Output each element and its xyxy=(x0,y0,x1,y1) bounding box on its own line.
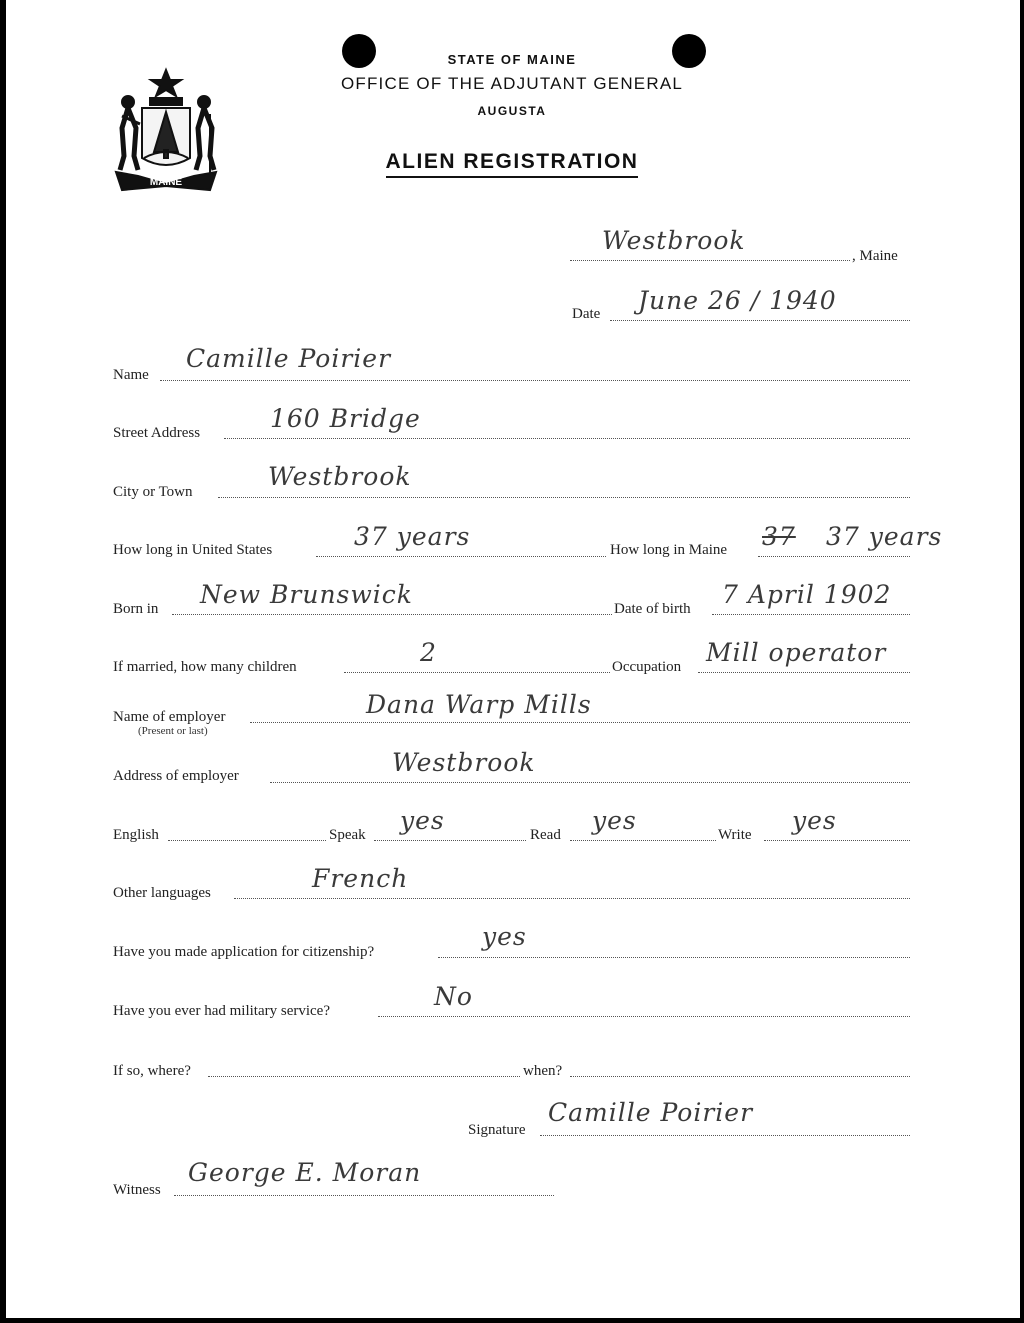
employer-name-value[interactable]: Dana Warp Mills xyxy=(366,690,592,719)
other-languages-label: Other languages xyxy=(113,885,211,901)
header-office: OFFICE OF THE ADJUTANT GENERAL xyxy=(340,74,684,93)
town-suffix: , Maine xyxy=(852,248,898,264)
how-long-maine-label: How long in Maine xyxy=(610,542,728,558)
employer-address-value[interactable]: Westbrook xyxy=(392,748,536,777)
scan-border-left xyxy=(0,0,6,1323)
children-line xyxy=(344,672,610,673)
where-label: If so, where? xyxy=(113,1063,191,1079)
seal-banner-text: MAINE xyxy=(149,177,183,188)
street-address-label: Street Address xyxy=(113,425,201,441)
employer-name-label: Name of employer xyxy=(113,709,226,725)
street-address-line xyxy=(224,438,910,439)
signature-label: Signature xyxy=(468,1122,526,1138)
form-title-text: ALIEN REGISTRATION xyxy=(386,150,639,178)
witness-label: Witness xyxy=(113,1182,161,1198)
military-line xyxy=(378,1016,910,1017)
name-label: Name xyxy=(113,367,149,383)
born-in-value[interactable]: New Brunswick xyxy=(200,580,413,609)
when-line[interactable] xyxy=(570,1076,910,1077)
when-label: when? xyxy=(523,1063,563,1079)
speak-label: Speak xyxy=(329,827,366,843)
date-of-birth-value[interactable]: 7 April 1902 xyxy=(722,580,892,609)
date-label: Date xyxy=(572,306,601,322)
header-state: STATE OF MAINE xyxy=(447,52,577,67)
english-line xyxy=(168,840,326,841)
military-label: Have you ever had military service? xyxy=(113,1003,330,1019)
children-value[interactable]: 2 xyxy=(420,638,437,667)
employer-name-sublabel: (Present or last) xyxy=(138,725,208,737)
date-value[interactable]: June 26 / 1940 xyxy=(638,286,837,315)
signature-value[interactable]: Camille Poirier xyxy=(548,1098,754,1127)
form-title xyxy=(0,150,1024,178)
occupation-value[interactable]: Mill operator xyxy=(706,638,887,667)
where-line[interactable] xyxy=(208,1076,520,1077)
occupation-line xyxy=(698,672,910,673)
scan-border-right xyxy=(1020,0,1024,1323)
header-city: AUGUSTA xyxy=(477,104,547,118)
employer-address-line xyxy=(270,782,910,783)
name-value[interactable]: Camille Poirier xyxy=(186,344,392,373)
witness-line xyxy=(174,1195,554,1196)
date-of-birth-line xyxy=(712,614,910,615)
date-of-birth-label: Date of birth xyxy=(614,601,691,617)
how-long-us-line xyxy=(316,556,606,557)
born-in-label: Born in xyxy=(113,601,159,617)
name-line xyxy=(160,380,910,381)
citizenship-label: Have you made application for citizenship? xyxy=(113,944,375,960)
street-address-value[interactable]: 160 Bridge xyxy=(270,404,421,433)
military-value[interactable]: No xyxy=(434,982,473,1011)
read-line xyxy=(570,840,716,841)
employer-address-label: Address of employer xyxy=(113,768,239,784)
city-label: City or Town xyxy=(113,484,193,500)
read-label: Read xyxy=(530,827,561,843)
english-label: English xyxy=(113,827,159,843)
how-long-maine-line xyxy=(758,556,910,557)
how-long-maine-value[interactable]: 37 years xyxy=(826,522,943,551)
occupation-label: Occupation xyxy=(612,659,682,675)
read-value[interactable]: yes xyxy=(592,806,637,835)
date-line xyxy=(610,320,910,321)
scan-border-bottom xyxy=(0,1318,1024,1323)
other-languages-line xyxy=(234,898,910,899)
city-line xyxy=(218,497,910,498)
how-long-us-label: How long in United States xyxy=(113,542,273,558)
how-long-us-value[interactable]: 37 years xyxy=(354,522,471,551)
signature-line xyxy=(540,1135,910,1136)
speak-line xyxy=(374,840,526,841)
children-label: If married, how many children xyxy=(113,659,297,675)
other-languages-value[interactable]: French xyxy=(312,864,409,893)
speak-value[interactable]: yes xyxy=(400,806,445,835)
write-value[interactable]: yes xyxy=(792,806,837,835)
write-label: Write xyxy=(718,827,752,843)
born-in-line xyxy=(172,614,612,615)
town-line xyxy=(570,260,850,261)
citizenship-line xyxy=(438,957,910,958)
write-line xyxy=(764,840,910,841)
witness-value[interactable]: George E. Moran xyxy=(188,1158,422,1187)
how-long-maine-struck-value: 37 xyxy=(762,522,796,551)
employer-name-line xyxy=(250,722,910,723)
city-value[interactable]: Westbrook xyxy=(268,462,412,491)
citizenship-value[interactable]: yes xyxy=(482,922,527,951)
town-value[interactable]: Westbrook xyxy=(602,226,746,255)
